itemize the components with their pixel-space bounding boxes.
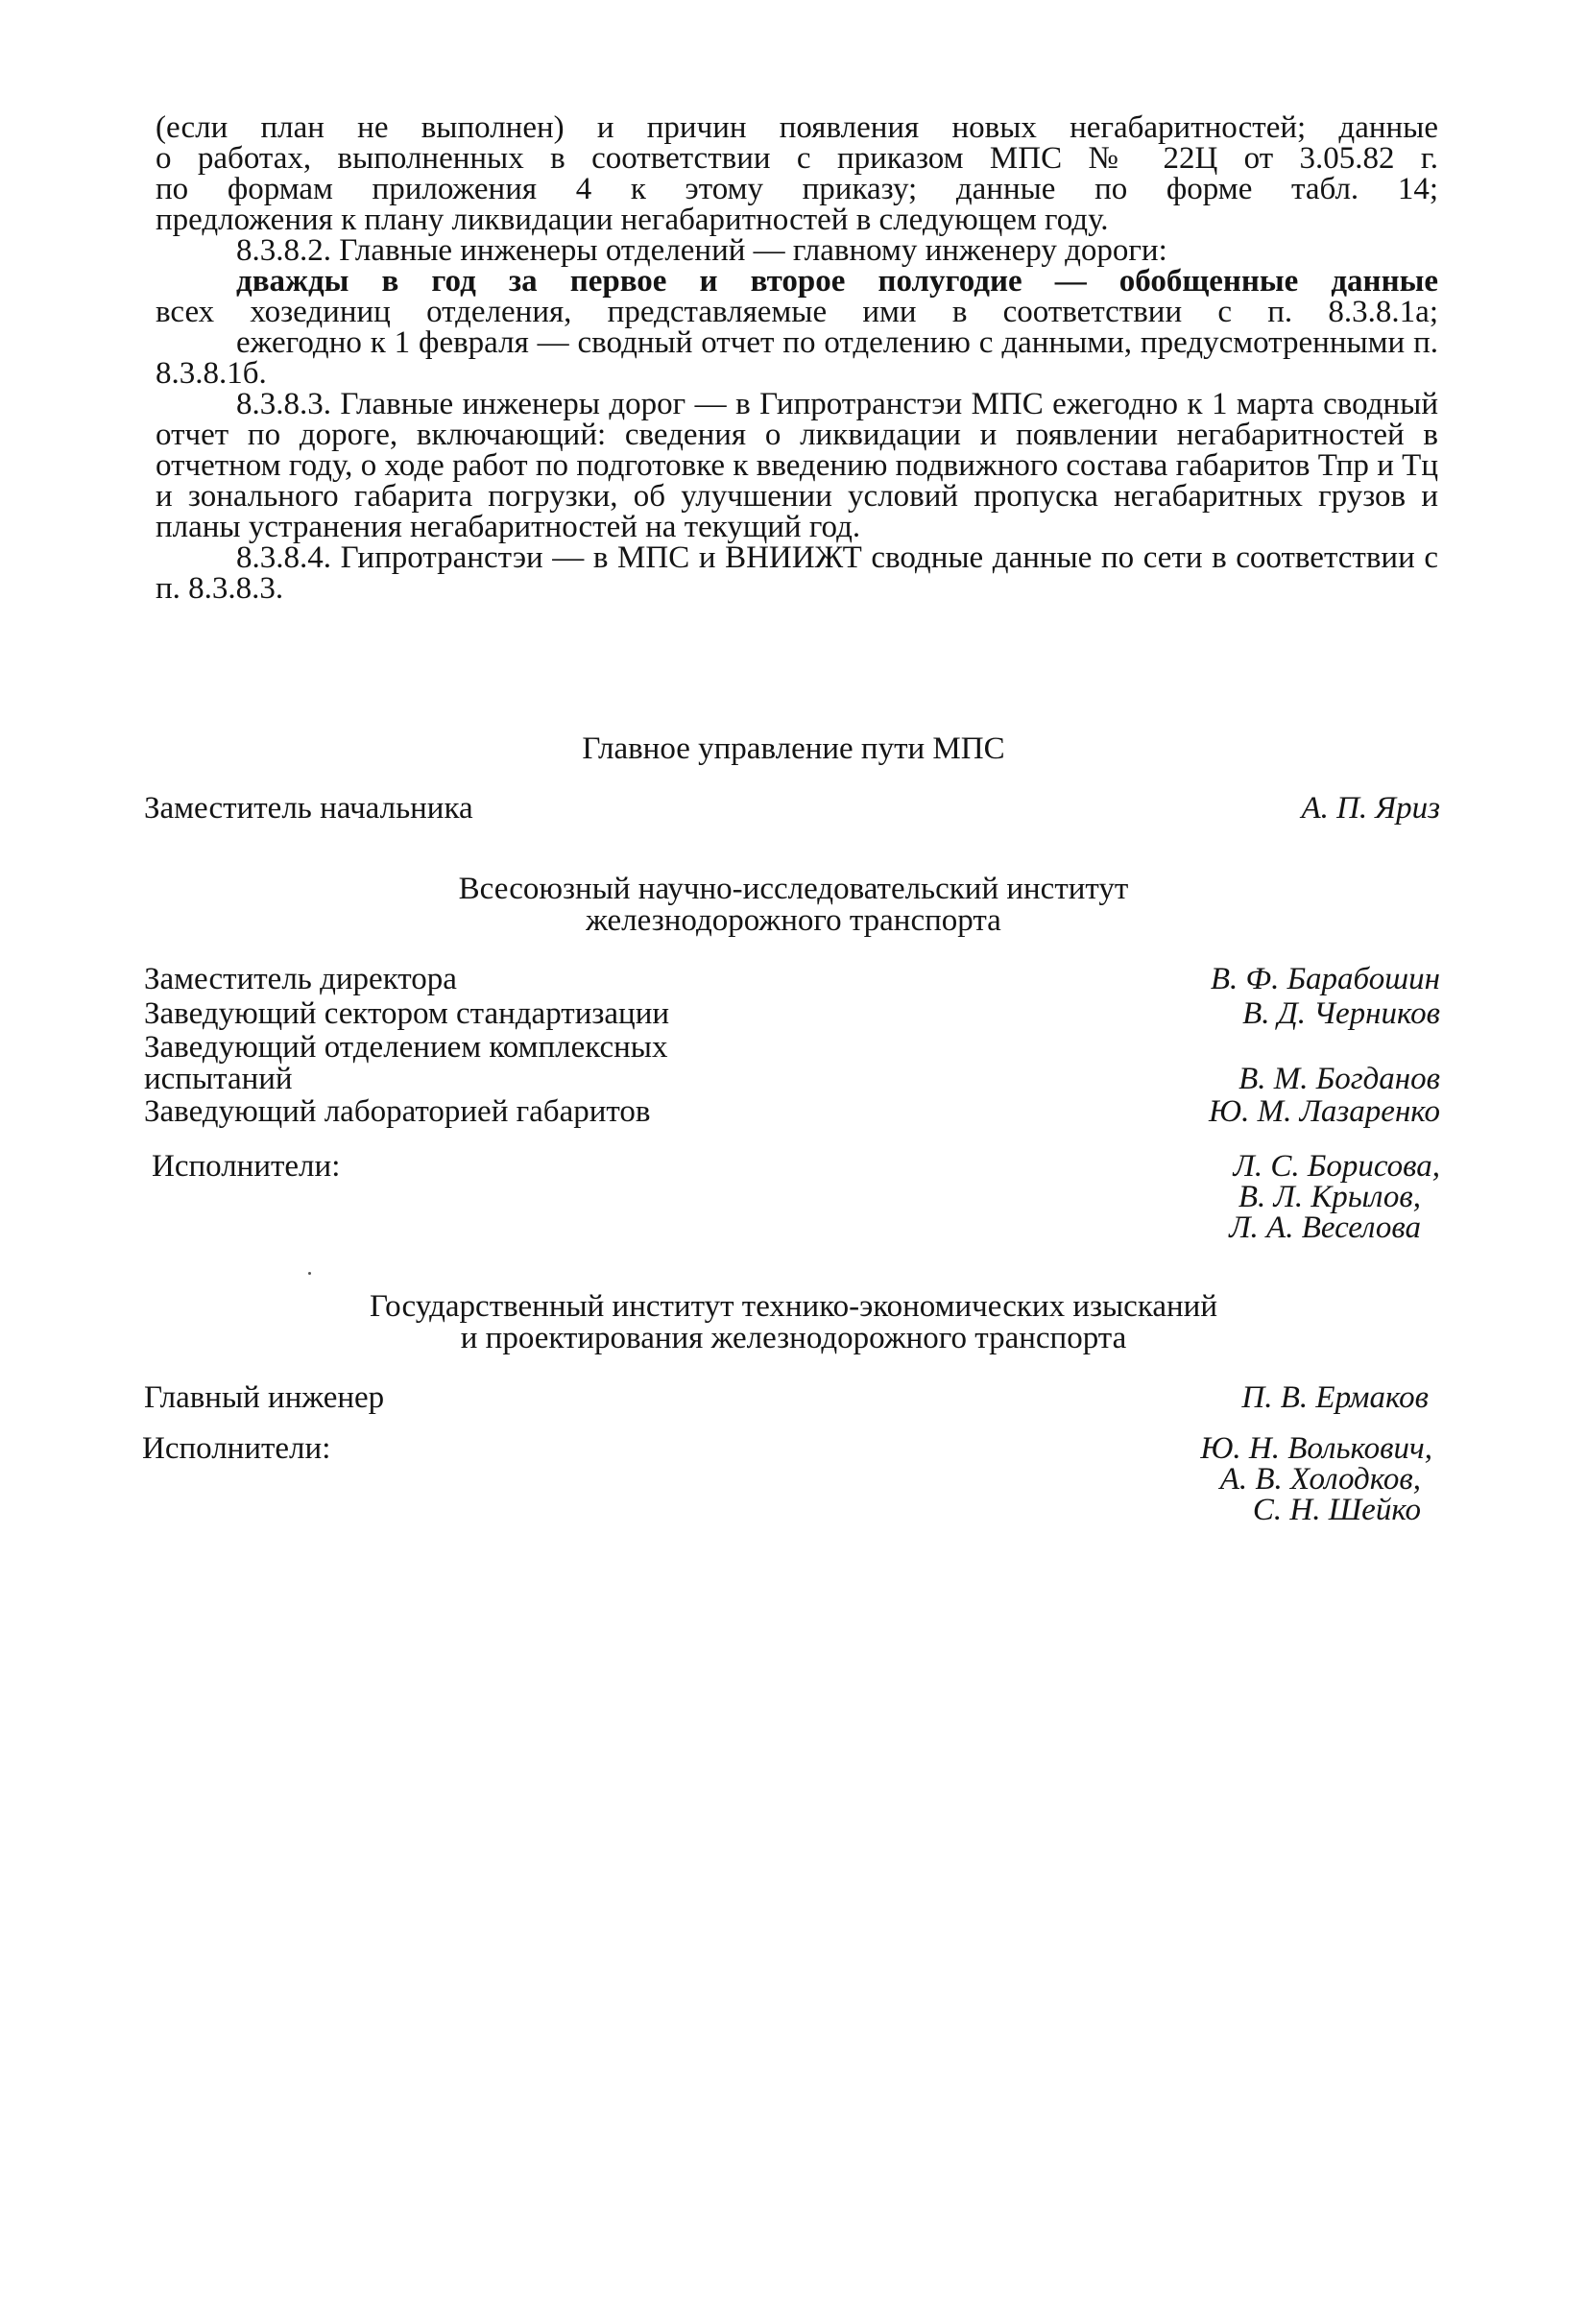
person-name: Л. С. Борисова, [1233,1149,1440,1184]
paragraph-8-3-8-2: 8.3.8.2. Главные инженеры отделений — главному инженеру дороги: [236,233,1167,268]
body-text [156,112,1438,604]
person-name: Ю. М. Лазаренко [1209,1094,1440,1129]
person-name: А. П. Яриз [1301,791,1440,826]
paragraph-8-3-8-3: 8.3.8.3. Главные инженеры дорог — в Гипротранстэи МПС ежегодно к 1 марта сводный отчет по дороге, включающий: сведения о ликвидации и появлении негабаритностей в отчетном году, о ходе работ по подготовке к введению подвижного состава габаритов Тпр и Тц и зонального габарита погрузки, об улучшении условий пропуска негабаритных грузов и планы устранения негабаритностей на текущий год. [156,387,1438,544]
position-label: Главный инженер [144,1380,385,1415]
paragraph-annually-feb: ежегодно к 1 февраля — сводный отчет по отделению с данными, предусмотренными п. 8.3.8.1б. [156,325,1438,391]
stray-dot [308,1272,311,1275]
paragraph-continuation [156,112,1438,235]
executors-names [1229,1151,1440,1243]
person-name: Ю. Н. Волькович, [1200,1431,1432,1466]
person-name: Л. А. Веселова [1229,1210,1421,1245]
person-name: В. Ф. Барабошин [1210,962,1440,996]
person-name: С. Н. Шейко [1252,1493,1421,1527]
person-name: В. Д. Черников [1242,996,1440,1031]
text-line: предложения к плану ликвидации негабаритностей в следующем году. [156,203,1109,237]
paragraph-8-3-8-4: 8.3.8.4. Гипротранстэи — в МПС и ВНИИЖТ сводные данные по сети в соответствии с п. 8.3.8.3. [156,540,1438,606]
position-label: Заместитель начальника [144,791,473,826]
org-title-giprotranstei-line2: и проектирования железнодорожного транспорта [460,1321,1127,1355]
text-line: о работах, выполненных в соответствии с приказом МПС № 22Ц от 3.05.82 г. [156,141,1438,176]
executors-block [144,1151,1440,1257]
org-title-vniizht-line2: железнодорожного транспорта [586,903,1001,938]
person-name: В. М. Богданов [1238,1062,1440,1096]
person-name: П. В. Ермаков [1241,1380,1429,1415]
position-label: испытаний [144,1062,293,1096]
position-label: Заведующий отделением комплексных [144,1030,668,1065]
executors-label: Исполнители: [152,1149,341,1184]
person-name: В. Л. Крылов, [1238,1180,1421,1214]
position-label: Заместитель директора [144,962,457,996]
person-name: А. В. Холодков, [1219,1462,1421,1497]
executors-block [144,1433,1440,1539]
executors-label: Исполнители: [142,1431,331,1466]
position-label: Заведующий сектором стандартизации [144,996,670,1031]
paragraph-all-units: всех хозединиц отделения, представляемые ими в соответствии с п. 8.3.8.1а; [156,295,1438,329]
text-line: (если план не выполнен) и причин появления новых негабаритностей; данные [156,110,1438,145]
org-title-giprotranstei-line1: Государственный институт технико-экономических изысканий [369,1289,1217,1324]
paragraph-twice-a-year: дважды в год за первое и второе полугодие — обобщенные данные [236,264,1438,299]
text-line: по формам приложения 4 к этому приказу; данные по форме табл. 14; [156,172,1438,206]
position-label: Заведующий лабораторией габаритов [144,1094,651,1129]
org-title-vniizht-line1: Всесоюзный научно-исследовательский институт [458,872,1129,906]
executors-names [1200,1433,1440,1525]
org-title-mps: Главное управление пути МПС [582,731,1005,766]
